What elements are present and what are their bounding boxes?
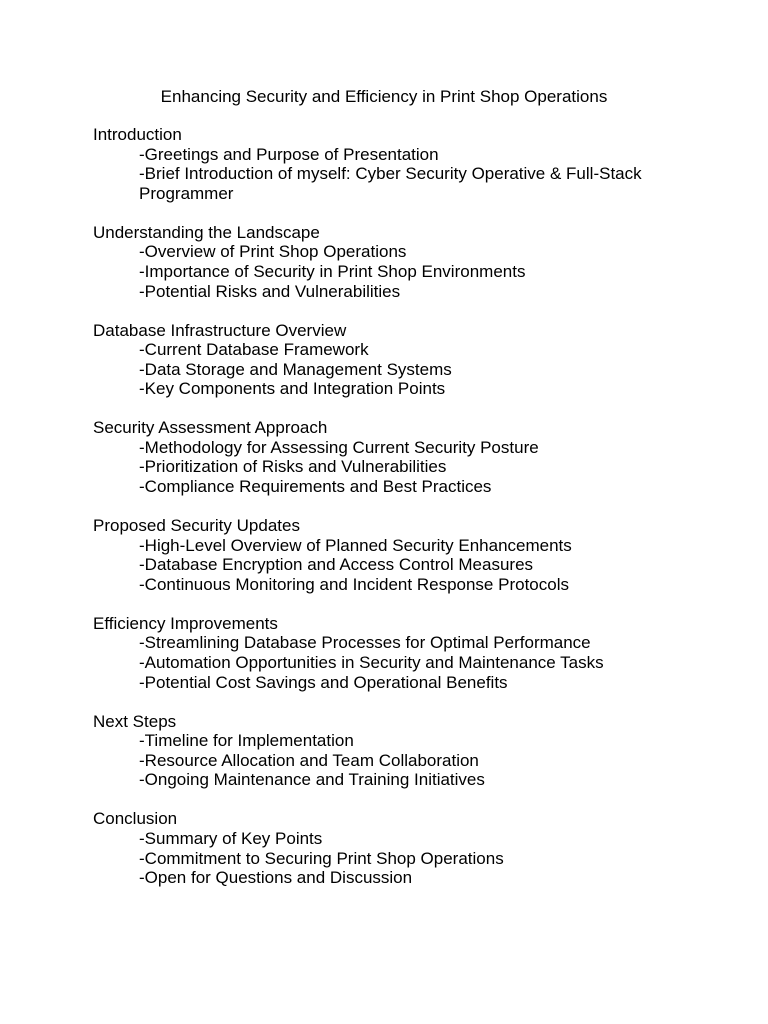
outline-item: -Overview of Print Shop Operations [139,242,407,262]
section-security-assessment-approach [93,418,733,496]
outline-item: -Potential Cost Savings and Operational Benefits [139,672,508,692]
outline-item: -Current Database Framework [139,340,369,360]
outline-item: -Data Storage and Management Systems [139,359,452,379]
outline-item: -Timeline for Implementation [139,731,354,751]
outline-item: -Brief Introduction of myself: Cyber Security Operative & Full-Stack Programmer [139,164,642,203]
section-understanding-the-landscape [93,223,733,301]
section-database-infrastructure-overview [93,321,733,399]
outline-item: -Summary of Key Points [139,828,323,848]
section-heading: Database Infrastructure Overview [93,320,347,340]
section-conclusion [93,809,733,887]
section-heading: Introduction [93,125,182,144]
outline-item: -Resource Allocation and Team Collaboration [139,750,479,770]
outline [93,125,733,907]
section-efficiency-improvements [93,614,733,692]
outline-item: -Streamlining Database Processes for Optimal Performance [139,633,591,653]
section-introduction [93,125,733,203]
section-heading: Conclusion [93,809,178,829]
outline-item: -Greetings and Purpose of Presentation [139,144,439,164]
outline-item: -Potential Risks and Vulnerabilities [139,281,401,301]
section-heading: Efficiency Improvements [93,613,278,633]
outline-item: -Methodology for Assessing Current Security Posture [139,437,539,457]
outline-item: -Automation Opportunities in Security and Maintenance Tasks [139,653,604,673]
outline-item: -Open for Questions and Discussion [139,868,413,888]
section-heading: Next Steps [93,711,177,731]
outline-item: -Database Encryption and Access Control Measures [139,555,534,575]
section-proposed-security-updates [93,516,733,594]
outline-item: -Ongoing Maintenance and Training Initiatives [139,770,485,790]
outline-item: -Commitment to Securing Print Shop Operations [139,848,504,868]
section-heading: Security Assessment Approach [93,418,328,438]
outline-item: -Prioritization of Risks and Vulnerabilities [139,457,447,477]
outline-item: -Importance of Security in Print Shop Environments [139,261,526,281]
section-next-steps [93,712,733,790]
section-heading: Understanding the Landscape [93,222,320,242]
section-heading: Proposed Security Updates [93,516,300,536]
outline-item: -High-Level Overview of Planned Security Enhancements [139,535,572,555]
document-title: Enhancing Security and Efficiency in Print Shop Operations [160,87,608,106]
outline-item: -Key Components and Integration Points [139,379,446,399]
outline-item: -Continuous Monitoring and Incident Response Protocols [139,574,569,594]
outline-item: -Compliance Requirements and Best Practices [139,477,492,497]
